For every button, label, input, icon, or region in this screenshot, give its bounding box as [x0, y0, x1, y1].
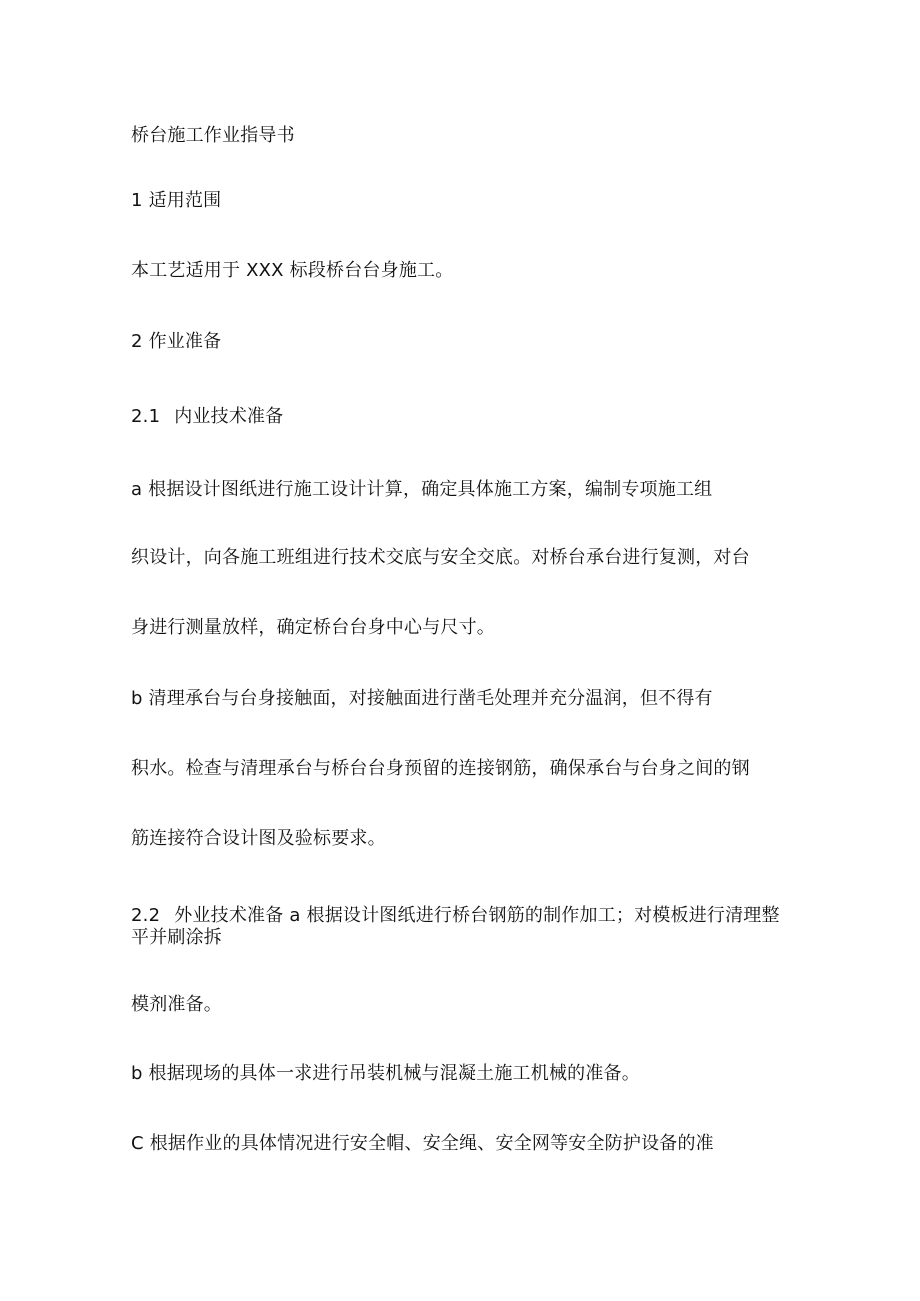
section-1-heading: 1 适用范围	[131, 190, 222, 211]
para-b-line-2: 积水。检查与清理承台与桥台台身预留的连接钢筋，确保承台与台身之间的钢	[131, 758, 750, 779]
para-b-line-3: 筋连接符合设计图及验标要求。	[131, 828, 386, 849]
para-a-line-2: 织设计，向各施工班组进行技术交底与安全交底。对桥台承台进行复测，对台	[131, 547, 750, 568]
subsection-2-2-text: 外业技术准备 a 根据设计图纸进行桥台钢筋的制作加工；对模板进行清理整平并刷涂拆	[131, 905, 780, 948]
subsection-2-2-number: 2.2	[131, 905, 161, 926]
subsection-2-1-heading	[131, 406, 283, 428]
subsection-2-2-paragraph	[131, 905, 791, 949]
para-b-line-1: b 清理承台与台身接触面，对接触面进行凿毛处理并充分温润，但不得有	[131, 688, 713, 709]
document-title: 桥台施工作业指导书	[131, 125, 295, 146]
section-1-text: 本工艺适用于 XXX 标段桥台台身施工。	[131, 260, 454, 281]
subsection-2-2-para-c: C 根据作业的具体情况进行安全帽、安全绳、安全网等安全防护设备的准	[131, 1133, 714, 1154]
subsection-2-1-title: 内业技术准备	[174, 406, 284, 427]
para-a-line-1: a 根据设计图纸进行施工设计计算，确定具体施工方案，编制专项施工组	[131, 479, 713, 500]
subsection-2-2-para-b: b 根据现场的具体一求进行吊装机械与混凝土施工机械的准备。	[131, 1063, 640, 1084]
subsection-2-1-number: 2.1	[131, 406, 161, 427]
para-a-line-3: 身进行测量放样，确定桥台台身中心与尺寸。	[131, 617, 495, 638]
subsection-2-2-continuation: 模剂准备。	[131, 994, 222, 1015]
section-2-heading: 2 作业准备	[131, 331, 222, 352]
